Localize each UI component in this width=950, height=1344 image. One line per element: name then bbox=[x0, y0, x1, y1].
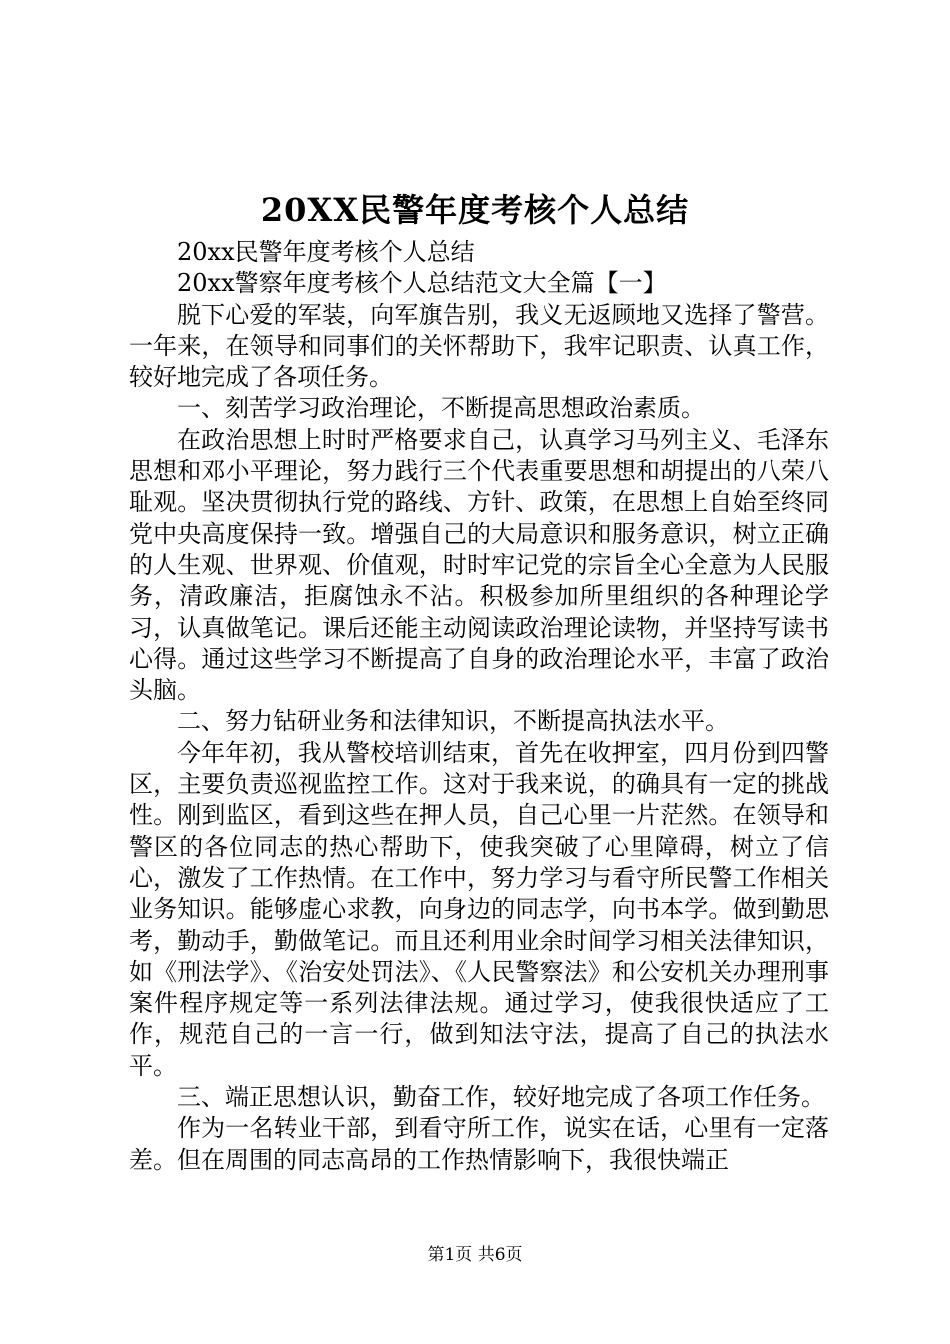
document-body bbox=[129, 237, 829, 1176]
subtitle-line: 20xx民警年度考核个人总结 bbox=[177, 238, 475, 266]
document-title: 20XX民警年度考核个人总结 bbox=[260, 191, 690, 229]
section-heading-1: 一、刻苦学习政治理论，不断提高思想政治素质。 bbox=[177, 394, 705, 423]
section-title-line: 20xx警察年度考核个人总结范文大全篇【一】 bbox=[177, 269, 667, 298]
body-paragraph: 作为一名转业干部，到看守所工作，说实在话，心里有一定落差。但在周围的同志高昂的工作热情影响下，我很快端正 bbox=[129, 1114, 829, 1174]
page-number-footer: 第1页 共6页 bbox=[427, 1245, 523, 1265]
section-heading-2: 二、努力钻研业务和法律知识，不断提高执法水平。 bbox=[177, 707, 729, 736]
body-paragraph: 今年年初，我从警校培训结束，首先在收押室，四月份到四警区，主要负责巡视监控工作。这对于我来说，的确具有一定的挑战性。刚到监区，看到这些在押人员，自己心里一片茫然。在领导和警区的各位同志的热心帮助下，使我突破了心里障碍，树立了信心，激发了工作热情。在工作中，努力学习与看守所民警工作相关业务知识。能够虚心求教，向身边的同志学，向书本学。做到勤思考，勤动手，勤做笔记。而且还利用业余时间学习相关法律知识，如《刑法学》、《治安处罚法》、《人民警察法》和公安机关办理刑事案件程序规定等一系列法律法规。通过学习，使我很快适应了工作，规范自己的一言一行，做到知法守法，提高了自己的执法水平。 bbox=[129, 738, 829, 1080]
section-heading-3: 三、端正思想认识，勤奋工作，较好地完成了各项工作任务。 bbox=[177, 1083, 825, 1112]
body-paragraph: 在政治思想上时时严格要求自己，认真学习马列主义、毛泽东思想和邓小平理论，努力践行三个代表重要思想和胡提出的八荣八耻观。坚决贯彻执行党的路线、方针、政策，在思想上自始至终同党中央高度保持一致。增强自己的大局意识和服务意识，树立正确的人生观、世界观、价值观，时时牢记党的宗旨全心全意为人民服务，清政廉洁，拒腐蚀永不沾。积极参加所里组织的各种理论学习，认真做笔记。课后还能主动阅读政治理论读物，并坚持写读书心得。通过这些学习不断提高了自身的政治理论水平，丰富了政治头脑。 bbox=[129, 425, 829, 705]
body-paragraph: 脱下心爱的军装，向军旗告别，我义无返顾地又选择了警营。一年来，在领导和同事们的关怀帮助下，我牢记职责、认真工作，较好地完成了各项任务。 bbox=[129, 300, 829, 392]
